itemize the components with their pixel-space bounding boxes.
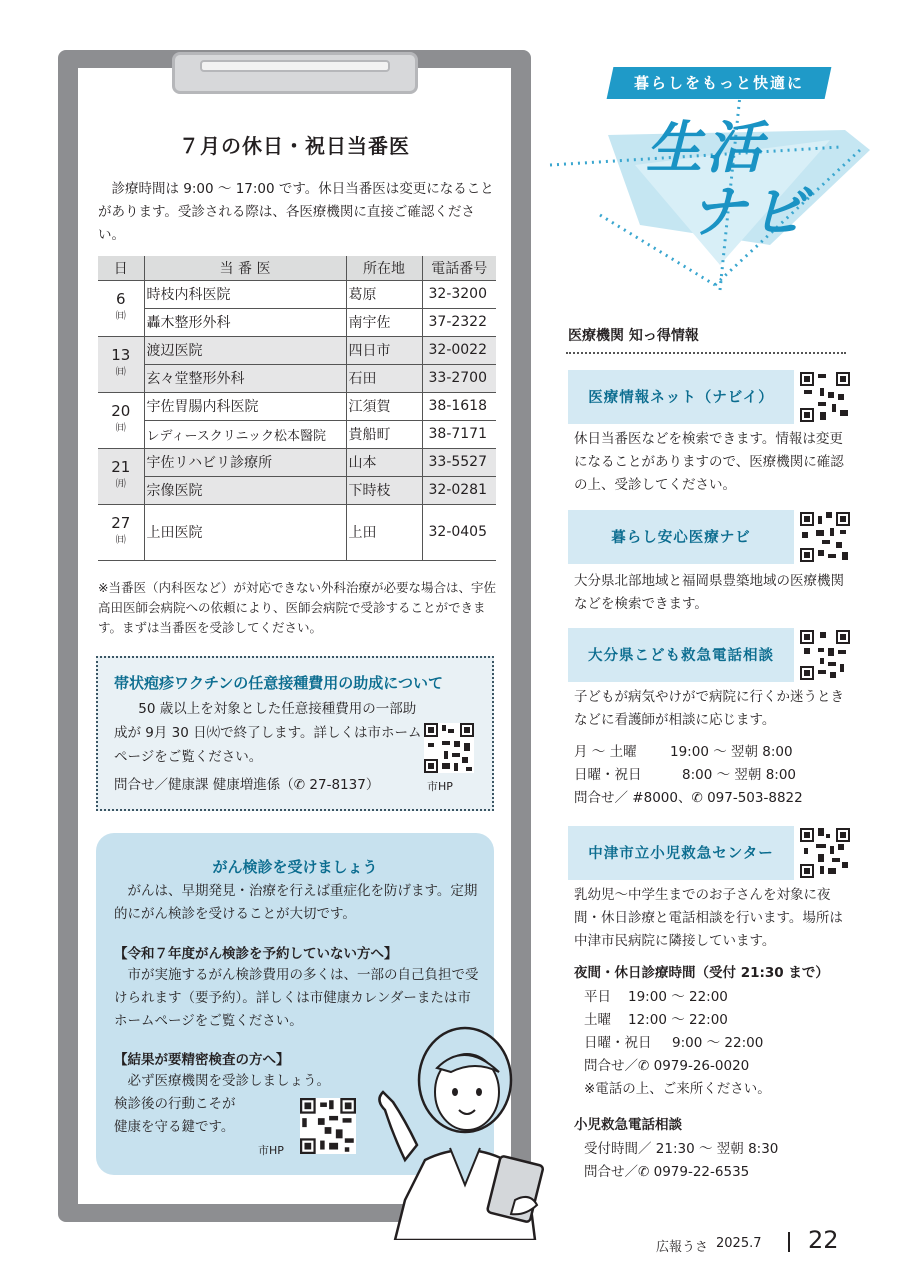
hours-row: 平日 19:00 ～ 22:00	[584, 989, 728, 1005]
duty-note: ※当番医（内科医など）が対応できない外科治療が必要な場合は、宇佐高田医師会病院への依頼により、医師会病院で受診することができます。まずは当番医を受診してください。	[98, 580, 496, 635]
location: 江須賀	[346, 392, 422, 420]
contact-row: 問合せ／✆ 0979-22-6535	[584, 1164, 750, 1180]
day-cell: 21 ㈪	[98, 448, 144, 504]
table-row	[98, 504, 496, 560]
location: 下時枝	[346, 476, 422, 504]
duty-intro: 診療時間は 9:00 ～ 17:00 です。休日当番医は変更になることがあります。受診される際は、各医療機関に直接ご確認ください。	[98, 181, 494, 243]
info-title-kurashi: 暮らし安心医療ナビ	[611, 530, 751, 546]
qr-label: 市HP	[427, 780, 453, 793]
cancer-heading-followup: 【結果が要精密検査の方へ】	[114, 1052, 290, 1068]
location: 貴船町	[346, 420, 422, 448]
location: 上田	[346, 504, 422, 560]
nakatsu-phone-heading: 小児救急電話相談	[574, 1117, 682, 1133]
hours-row: 月 ～ 土曜 19:00 ～ 翌朝 8:00	[574, 744, 793, 760]
doctor-name: 渡辺医院	[144, 336, 346, 364]
clipboard-clip	[172, 52, 418, 94]
clipboard-clip-slot	[200, 60, 390, 72]
hero-title-line1: 生活	[646, 116, 766, 181]
page-number: 22	[808, 1226, 839, 1254]
table-row	[98, 308, 496, 336]
doctor-illustration	[365, 1010, 565, 1240]
day-cell: 6 ㈰	[98, 280, 144, 336]
hours-row: 土曜 12:00 ～ 22:00	[584, 1012, 728, 1028]
doctor-name: レディースクリニック松本醫院	[144, 420, 346, 448]
table-row	[98, 448, 496, 476]
info-text-kurashi: 大分県北部地域と福岡県豊築地域の医療機関などを検索できます。	[574, 573, 844, 612]
phone-number: 32-3200	[422, 280, 496, 308]
phone-icon: ✆	[638, 1164, 650, 1180]
phone-icon: ✆	[638, 1058, 650, 1074]
info-text-nakatsu: 乳幼児～中学生までのお子さんを対象に夜間・休日診療と電話相談を行います。場所は中津市民病院に隣接しています。	[574, 887, 843, 949]
qr-code-icon[interactable]	[800, 828, 850, 878]
cancer-reserve-text: 市が実施するがん検診費用の多くは、一部の自己負担で受けられます（要予約）。詳しくは市健康カレンダーまたは市ホームページをご覧ください。	[114, 967, 479, 1029]
table-row	[98, 364, 496, 392]
duty-title: ７月の休日・祝日当番医	[179, 134, 410, 158]
duty-table	[98, 256, 496, 561]
table-header: 当 番 医	[144, 256, 346, 280]
location: 山本	[346, 448, 422, 476]
remark: ※電話の上、ご来所ください。	[584, 1081, 771, 1097]
table-row	[98, 420, 496, 448]
table-row	[98, 392, 496, 420]
table-header: 電話番号	[422, 256, 496, 280]
doctor-name: 時枝内科医院	[144, 280, 346, 308]
day-cell: 20 ㈰	[98, 392, 144, 448]
qr-code-icon[interactable]	[800, 630, 850, 680]
phone-number: 33-2700	[422, 364, 496, 392]
doctor-name: 宇佐胃腸内科医院	[144, 392, 346, 420]
info-text-navii: 休日当番医などを検索できます。情報は変更になることがありますので、医療機関に確認の上、受診してください。	[574, 431, 844, 493]
doctor-name: 上田医院	[144, 504, 346, 560]
qr-code-icon[interactable]	[300, 1098, 356, 1154]
info-section-title: 医療機関 知っ得情報	[568, 328, 699, 344]
nakatsu-phone: 受付時間／ 21:30 ～ 翌朝 8:30 問合せ／✆ 0979-22-6535	[584, 1138, 864, 1184]
hours-row: 日曜・祝日 8:00 ～ 翌朝 8:00	[574, 767, 797, 783]
table-row	[98, 336, 496, 364]
qr-code-icon[interactable]	[800, 512, 850, 562]
doctor-name: 玄々堂整形外科	[144, 364, 346, 392]
phone-icon: ✆	[293, 777, 306, 793]
location: 四日市	[346, 336, 422, 364]
hero-title-line2: ナビ	[690, 180, 810, 245]
vaccine-text: 50 歳以上を対象とした任意接種費用の一部助成が 9月 30 日㈫で終了します。詳しくは市ホームページをご覧ください。	[114, 701, 422, 765]
phone-number: 32-0022	[422, 336, 496, 364]
qr-label: 市HP	[258, 1144, 284, 1157]
phone-icon: ✆	[691, 790, 703, 806]
cancer-heading-reserve: 【令和７年度がん検診を予約していない方へ】	[114, 946, 398, 962]
cancer-title: がん検診を受けましょう	[212, 858, 378, 876]
contact-row: 問合せ／✆ 0979-26-0020	[584, 1058, 750, 1074]
hero-tagline: 暮らしをもっと快適に	[633, 74, 804, 92]
location: 葛原	[346, 280, 422, 308]
phone-number: 38-7171	[422, 420, 496, 448]
table-row	[98, 476, 496, 504]
location: 石田	[346, 364, 422, 392]
qr-code-icon[interactable]	[800, 372, 850, 422]
kodomo-hours	[574, 741, 854, 810]
qr-code-icon[interactable]	[424, 723, 474, 773]
cancer-intro: がんは、早期発見・治療を行えば重症化を防げます。定期的にがん検診を受けることが大切です。	[114, 883, 478, 922]
nakatsu-hours-heading: 夜間・休日診療時間（受付 21:30 まで）	[574, 965, 829, 981]
vaccine-title: 帯状疱疹ワクチンの任意接種費用の助成について	[114, 674, 443, 692]
day-cell: 27 ㈰	[98, 504, 144, 560]
info-title-nakatsu: 中津市立小児救急センター	[588, 846, 774, 862]
publication-name: 広報うさ	[656, 1240, 709, 1255]
phone-number: 38-1618	[422, 392, 496, 420]
info-title-kodomo: 大分県こども救急電話相談	[588, 648, 774, 664]
issue-date: 2025.7	[716, 1236, 762, 1251]
phone-number: 33-5527	[422, 448, 496, 476]
table-row	[98, 280, 496, 308]
doctor-name: 轟木整形外科	[144, 308, 346, 336]
section-divider	[566, 352, 846, 354]
phone-number: 32-0281	[422, 476, 496, 504]
vaccine-contact: 問合せ／健康課 健康増進係（✆ 27-8137）	[114, 777, 380, 793]
info-text-kodomo: 子どもが病気やけがで病院に行くか迷うときなどに看護師が相談に応じます。	[574, 689, 844, 728]
hours-row: 日曜・祝日 9:00 ～ 22:00	[584, 1035, 764, 1051]
info-title-navii: 医療情報ネット（ナビイ）	[588, 390, 774, 406]
doctor-name: 宇佐リハビリ診療所	[144, 448, 346, 476]
contact-row: 問合せ／ #8000、✆ 097-503-8822	[574, 790, 803, 806]
location: 南宇佐	[346, 308, 422, 336]
doctor-name: 宗像医院	[144, 476, 346, 504]
phone-number: 37-2322	[422, 308, 496, 336]
nakatsu-hours	[584, 986, 864, 1101]
table-header: 所在地	[346, 256, 422, 280]
phone-number: 32-0405	[422, 504, 496, 560]
table-header: 日	[98, 256, 144, 280]
cancer-followup-text: 必ず医療機関を受診しましょう。 検診後の行動こそが 健康を守る鍵です。	[114, 1073, 330, 1135]
day-cell: 13 ㈰	[98, 336, 144, 392]
table-header-row	[98, 256, 496, 280]
footer-divider	[788, 1232, 790, 1252]
